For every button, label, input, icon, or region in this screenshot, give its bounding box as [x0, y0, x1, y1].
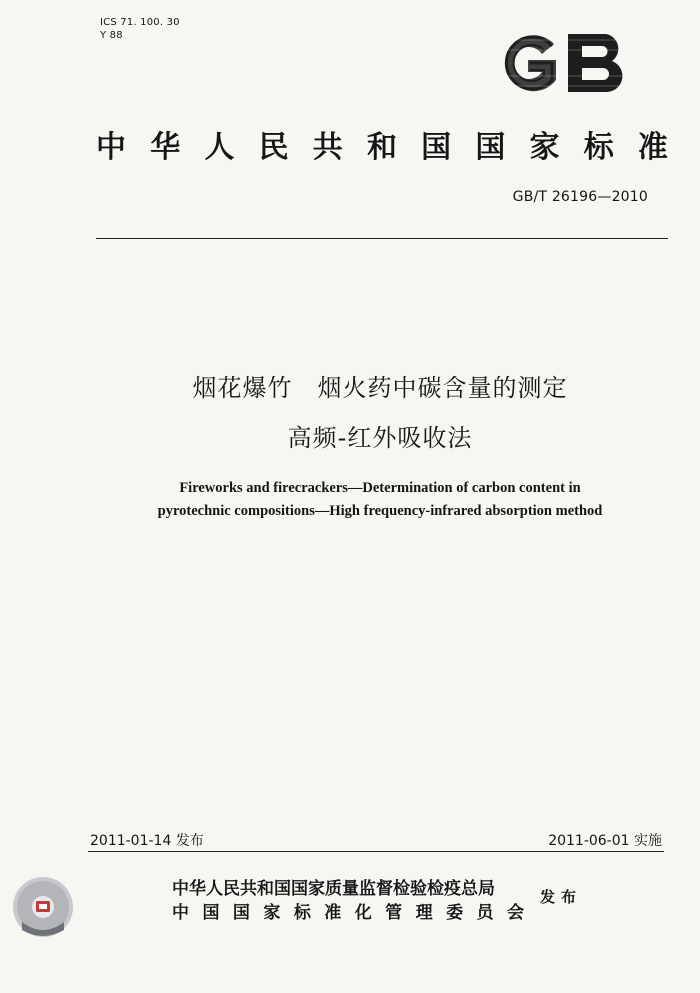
national-title-char: 和 — [366, 130, 397, 165]
national-title-char: 国 — [421, 130, 452, 165]
issuer-sac-char: 标 — [293, 903, 311, 923]
anti-counterfeit-seal-icon — [12, 876, 74, 938]
issue-date: 2011-01-14 发布 — [90, 833, 204, 849]
ccs-code: Y 88 — [100, 30, 123, 41]
issuer-sac-char: 员 — [476, 903, 494, 923]
gb-logo-icon — [494, 30, 630, 96]
issuer-sac-char: 管 — [385, 903, 403, 923]
national-title-char: 标 — [583, 130, 614, 165]
issuer-sac-char: 国 — [202, 903, 220, 923]
implementation-date: 2011-06-01 实施 — [548, 833, 662, 849]
issuer-sac-char: 国 — [232, 903, 250, 923]
national-title-char: 华 — [150, 130, 181, 165]
issuer-sac-char: 准 — [324, 903, 342, 923]
issue-label: 发布 — [540, 888, 583, 906]
issuer-sac-char: 中 — [172, 903, 189, 923]
classification-codes — [100, 16, 180, 42]
national-standard-title — [96, 124, 668, 164]
chinese-title-line-1: 烟花爆竹 烟火药中碳含量的测定 — [192, 374, 568, 402]
national-title-char: 准 — [637, 130, 668, 165]
english-title-line-2: pyrotechnic compositions—High frequency-infrared absorption method — [157, 503, 603, 519]
issuer-sac-char: 理 — [415, 903, 433, 923]
national-title-char: 中 — [96, 130, 126, 165]
issuer-sac-char: 委 — [446, 903, 464, 923]
header-divider — [96, 238, 668, 239]
issuer-sac-char: 会 — [506, 903, 524, 923]
issuer-aqsiq: 中华人民共和国国家质量监督检验检疫总局 — [172, 879, 495, 899]
english-title-line-1: Fireworks and firecrackers—Determination of carbon content in — [179, 480, 581, 496]
chinese-title-line-2: 高频-红外吸收法 — [287, 424, 473, 452]
issuer-sac-char: 家 — [263, 903, 281, 923]
national-title-char: 国 — [475, 130, 506, 165]
ics-code: ICS 71. 100. 30 — [100, 17, 180, 28]
issuer-sac-char: 化 — [354, 903, 372, 923]
national-title-char: 民 — [258, 130, 289, 165]
standard-number: GB/T 26196—2010 — [512, 189, 648, 205]
footer-divider — [88, 851, 664, 852]
national-title-char: 人 — [204, 130, 235, 165]
national-title-char: 共 — [312, 130, 343, 165]
issuer-sac — [172, 898, 524, 923]
national-title-char: 家 — [529, 130, 560, 165]
